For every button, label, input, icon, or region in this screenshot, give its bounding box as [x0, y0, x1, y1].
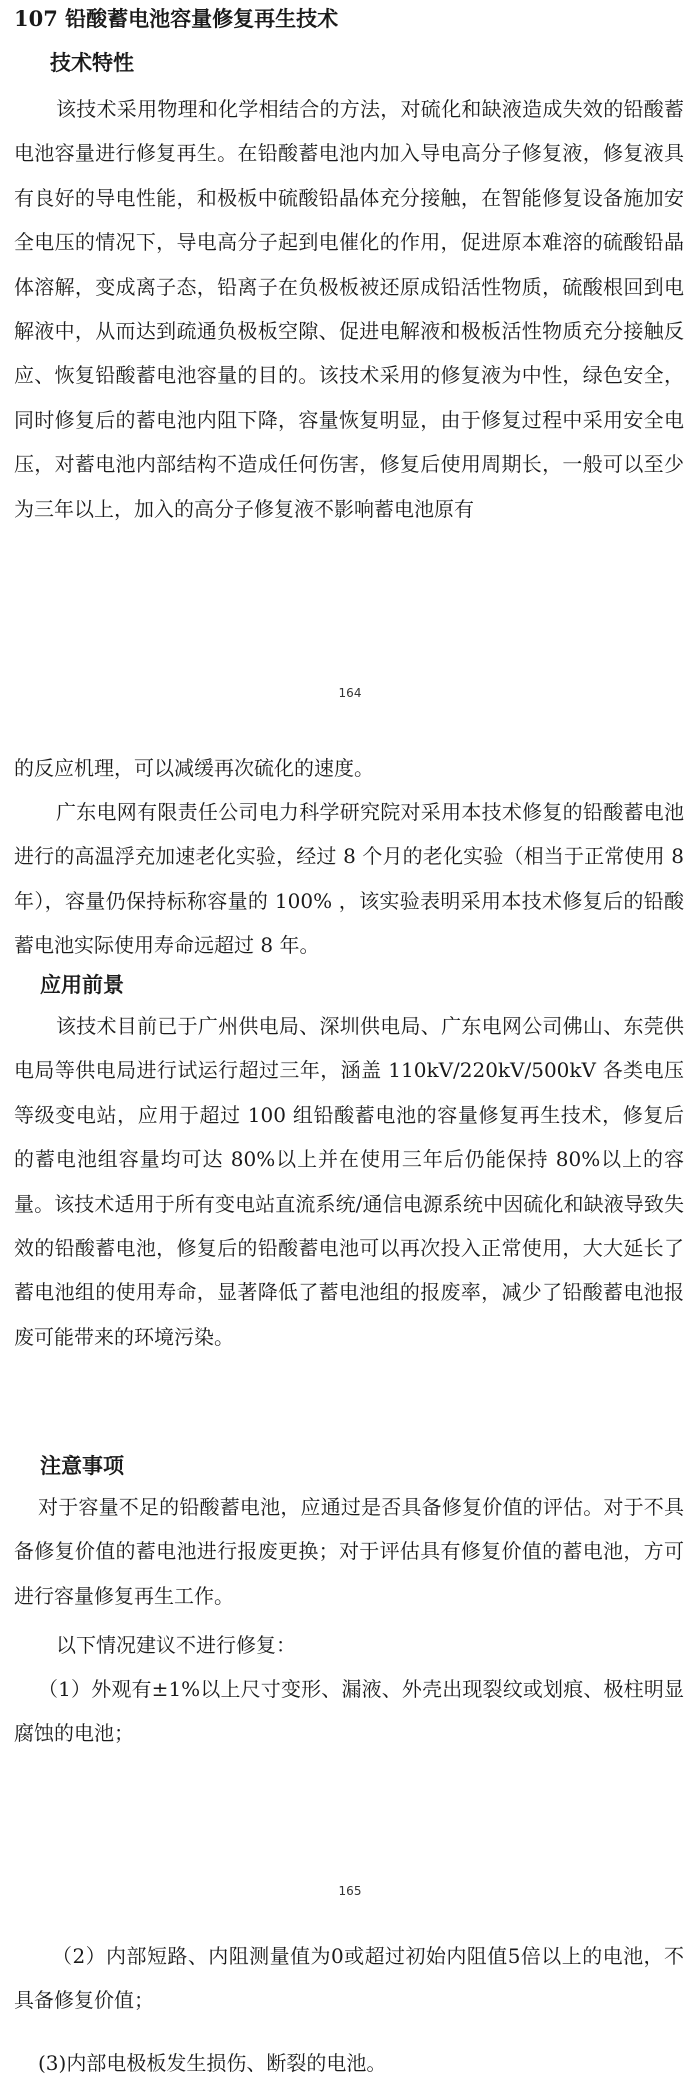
features-paragraph-1-continued: 的反应机理，可以减缓再次硫化的速度。: [14, 756, 374, 780]
heading-notes: 注意事项: [40, 1453, 124, 1478]
notes-item-2: （2）内部短路、内阻测量值为0或超过初始内阻值5倍以上的电池，不具备修复价值；: [14, 1944, 684, 2013]
page-number-165: 165: [338, 1884, 362, 1898]
prospects-paragraph-1: 该技术目前已于广州供电局、深圳供电局、广东电网公司佛山、东莞供电局等供电局进行试运行超过三年，涵盖 110kV/220kV/500kV 各类电压等级变电站，应用于超过 100 组铅酸蓄电池的容量修复再生技术，修复后的蓄电池组容量均可达 80%以上并在使用三年后仍能保持 80%以上的容量。该技术适用于所有变电站直流系统/通信电源系统中因硫化和缺液导致失效的铅酸蓄电池，修复后的铅酸蓄电池可以再次投入正常使用，大大延长了蓄电池组的使用寿命，显著降低了蓄电池组的报废率，减少了铅酸蓄电池报废可能带来的环境污染。: [14, 1014, 684, 1349]
heading-prospects: 应用前景: [40, 972, 124, 997]
document-title: 107 铅酸蓄电池容量修复再生技术: [14, 6, 339, 31]
notes-paragraph-1: 对于容量不足的铅酸蓄电池，应通过是否具备修复价值的评估。对于不具备修复价值的蓄电池进行报废更换；对于评估具有修复价值的蓄电池，方可进行容量修复再生工作。: [14, 1495, 684, 1608]
features-paragraph-1: 该技术采用物理和化学相结合的方法，对硫化和缺液造成失效的铅酸蓄电池容量进行修复再生。在铅酸蓄电池内加入导电高分子修复液，修复液具有良好的导电性能，和极板中硫酸铅晶体充分接触，在智能修复设备施加安全电压的情况下，导电高分子起到电催化的作用，促进原本难溶的硫酸铅晶体溶解，变成离子态，铅离子在负极板被还原成铅活性物质，硫酸根回到电解液中，从而达到疏通负极板空隙、促进电解液和极板活性物质充分接触反应、恢复铅酸蓄电池容量的目的。该技术采用的修复液为中性，绿色安全，同时修复后的蓄电池内阻下降，容量恢复明显，由于修复过程中采用安全电压，对蓄电池内部结构不造成任何伤害，修复后使用周期长，一般可以至少为三年以上，加入的高分子修复液不影响蓄电池原有: [14, 97, 684, 521]
notes-item-3: (3)内部电极板发生损伤、断裂的电池。: [38, 2051, 387, 2075]
features-paragraph-2: 广东电网有限责任公司电力科学研究院对采用本技术修复的铅酸蓄电池进行的高温浮充加速老化实验，经过 8 个月的老化实验（相当于正常使用 8 年），容量仍保持标称容量的 100% ，该实验表明采用本技术修复后的铅酸蓄电池实际使用寿命远超过 8 年。: [14, 800, 684, 958]
notes-item-1: （1）外观有±1%以上尺寸变形、漏液、外壳出现裂纹或划痕、极柱明显腐蚀的电池；: [14, 1677, 684, 1746]
heading-features: 技术特性: [50, 50, 134, 75]
page-number-164: 164: [338, 686, 362, 700]
notes-intro: 以下情况建议不进行修复：: [56, 1633, 296, 1657]
